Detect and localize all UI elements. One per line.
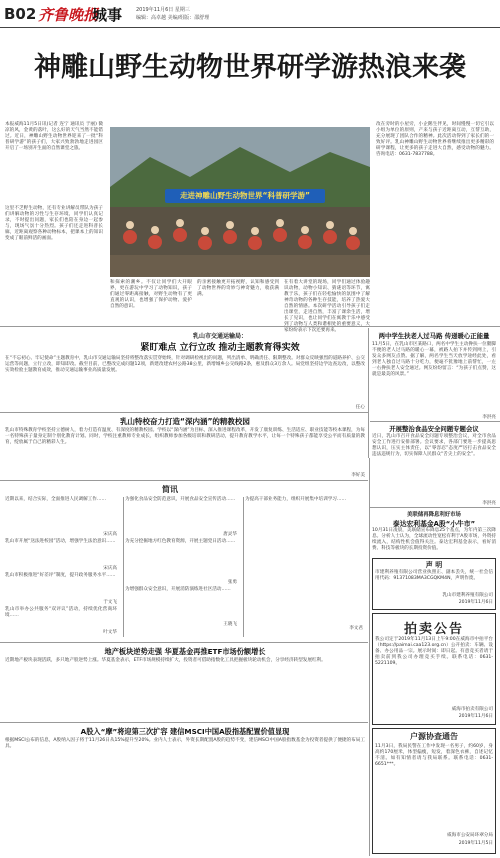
brief-item-7-author: 王晓飞 bbox=[223, 622, 237, 627]
lead-photo bbox=[110, 127, 370, 277]
brief-item-2-author: 宋庆高 bbox=[103, 566, 117, 571]
brief-item-6: 为充分挖掘地方红色教育资源，开展主题党日活动…… bbox=[125, 539, 236, 544]
article6-headline: 泰达宏利基金A股“小牛市” bbox=[392, 520, 476, 528]
brief-heading: 简讯 bbox=[162, 485, 178, 494]
brief-item-1: 近期以来，结合实际，全面推进人民调解工作…… bbox=[5, 497, 107, 502]
section-title: 城事 bbox=[92, 6, 123, 24]
brief-item-5-author: 唐灵华 bbox=[223, 532, 237, 537]
brief-item-8-author: 李文君 bbox=[349, 626, 363, 631]
newspaper-logo: 齐鲁晚报 bbox=[38, 6, 99, 24]
article8-text: 根据MSCI公布的信息，A股纳入因子将于11月26日从15%提升至20%。业内人士表示，外资长期配置A股的趋势不变，建信MSCI中国A股指数基金为投资者提供了便捷的布局工具。 bbox=[5, 738, 365, 749]
article5-text: 近日，乳山市召开食品安全问题专项整治会议，对全市食品安全工作进行安排部署。会议要求，各部门要进一步提高思想认识，压实主体责任，以“零容忍”态度严厉打击食品安全违法违规行为，切实保障人民群众“舌尖上的安全”。 bbox=[372, 434, 496, 457]
divider-3 bbox=[0, 480, 368, 481]
brief-item-7: 为增强群众安全意识，开展消防演练进社区活动…… bbox=[125, 587, 231, 592]
lead-col-3: 的亲密接触更开拓视野，认知和感受到了动物世界的奇妙与神奇魅力，收获满满。 bbox=[197, 280, 279, 297]
article7-text: 近期地产板块表现活跃，多只地产股逆势上涨。华夏基金表示，ETF市场规模持续扩大，投资者可借助指数化工具把握板块轮动机会，分享经济转型发展红利。 bbox=[5, 658, 326, 663]
masthead-rule bbox=[0, 27, 500, 28]
article7-headline: 地产板块逆势走强 华夏基金再推ETF市场份额增长 bbox=[104, 647, 266, 656]
lead-intro-1: 本报威海11月5日讯(记者 连宁 通讯员 于丽) 微凉的风，金黄的落叶，这么好的天气当然不能错过。近日，神雕山野生动物世界迎来了一批“科普研学游”的孩子们，大家兴致勃勃地走进园区开启了一场别开生面的自然课堂之旅。 bbox=[5, 122, 103, 151]
brief-list bbox=[5, 497, 365, 639]
brief-item-3: 乳山市积极推进“好差评”制度，提升政务服务水平…… bbox=[5, 573, 116, 578]
photo-banner: 走进神雕山野生动物世界“科普研学游” bbox=[165, 189, 325, 203]
divider-7 bbox=[0, 722, 368, 723]
auction-date: 2019年11月6日 bbox=[458, 714, 493, 719]
article5-author: 李洪亮 bbox=[482, 501, 496, 506]
lead-intro-2: 这里不乏野生动物，还有专业讲解员带队为孩子们讲解动物的习性与生存环境，同学们认真记录，不时提出问题，家长们也陪在身边一起参与，现场气氛十分热烈。孩子们还走进科普长廊，近距离观察各种动物标本，把课本上的知识变成了眼前鲜活的画面。 bbox=[5, 206, 103, 241]
article5-headline: 开展整治食品安全问题专题会议 bbox=[389, 425, 479, 433]
date-line: 2019年11月6日 星期三 bbox=[136, 7, 190, 13]
brief-item-3-author: 于文飞 bbox=[103, 600, 117, 605]
household-text: 11月3日，我局民警在工作中发现一名男子，约60岁，身高约170厘米，体型偏瘦，短发，着深色衣裤，自述记忆不清。如有知情者请与我局联系。联系电话：0631-6651***。 bbox=[375, 744, 493, 767]
vertical-rule-1 bbox=[368, 328, 369, 458]
statement-signature: 乳山市建利养殖有限公司 bbox=[442, 593, 493, 598]
brief-item-4: 乳山市举办公共服务“双评议”活动，持续优化营商环境…… bbox=[5, 607, 117, 618]
article2-kicker: 乳山市交通运输局： bbox=[192, 333, 247, 340]
brief-item-2: 乳山市开展“送法进校园”活动，增强学生法治意识…… bbox=[5, 539, 116, 544]
article4-text: 11月5日，在乳山市区某路口，两名中学生主动搀扶一位腿脚不便的老人过马路的暖心一幕，被路人拍下并传到网上，引发众多网友点赞。据了解，两名学生当天放学途经此处，看到老人独自过马路十分吃力，便毫不犹豫地上前帮忙，一左一右搀扶老人安全通过。网友纷纷留言：“为孩子们点赞，这就是最美的风景。” bbox=[372, 342, 496, 377]
article2-author: 任心 bbox=[355, 405, 365, 410]
auction-text: 我公司定于2019年11月13日上午9:00在威海市中拍平台（https://paimai.caa123.org.cn）公开拍卖：车辆、设备、办公用品一宗。展示时间：即日起。有意竞买者请于拍卖前到我公司办理竞买手续。联系电话：0631-5221109。 bbox=[375, 637, 493, 666]
article6-text: 10月31日凌晨，美联储宣布降息25个基点，为年内第三次降息。分析人士认为，全球流动性宽松有利于A股市场，外资持续流入，结构性机会值得关注。泰达宏利基金表示，看好消费、科技等板块的长期投资价值。 bbox=[372, 528, 496, 551]
article3-text: 乳山市特殊教育学校坚持立德树人，着力打造有温度、有深度的精教校园。学校以“深内涵”为目标，深入推进课程改革，开发了康复训练、生活适应、职业技能等校本课程，为每一名特殊孩子量身定制个别化教育计划。同时，学校注重教师专业成长，组织教师参加各级培训和教研活动，提升教育教学水平，让每一个特殊孩子都能享受公平而有质量的教育，绽放属于自己的精彩人生。 bbox=[5, 428, 365, 445]
article6-kicker: 美联储再降息利好市场 bbox=[407, 512, 461, 518]
article3-headline: 乳山特校奋力打造“深内涵”的精教校园 bbox=[120, 417, 250, 426]
divider-6 bbox=[0, 642, 368, 643]
statement-text: 市建利养殖有限公司营业执照正、副本丢失，统一社会信用代码：91371083MA3CGQKM4N，声明作废。 bbox=[375, 570, 493, 581]
editor-line: 编辑：高卓越 美编/组版：邵舒理 bbox=[136, 15, 210, 21]
household-heading: 户源协查通告 bbox=[410, 732, 458, 741]
statement-date: 2019年11月6日 bbox=[458, 600, 493, 605]
article2-text: 在“不忘初心、牢记使命”主题教育中，乳山市交通运输局坚持将整改落实贯穿始终，针对调研检视出的问题，列出清单、明确责任、限期整改。对群众反映强烈的道路养护、公交运营等问题，立行立改，即知即改。截至目前，已整改完成问题12项，新建改建农村公路38公里，新增城乡公交线路2条，惠及群众3万余人。局党组坚持边学边查边改，以整改实效检验主题教育成效，推动交通运输事业高质量发展。 bbox=[5, 356, 365, 373]
article2-headline: 紧盯难点 立行立改 推动主题教育得实效 bbox=[140, 343, 300, 353]
brief-item-4-author: 叶文华 bbox=[103, 630, 117, 635]
article8-headline: A股入“摩”将迎第三次扩容 建信MSCI中国A股指基配置价值显现 bbox=[80, 727, 290, 736]
lead-col-4: 在有着大讲堂的现场，同学们通过体验趣识动物，动物小知识、猜谜语等环节，寓教于乐，孩子们在轻松愉快的氛围中了解神奇动物的各种生存技能，培养了热爱大自然的情感。本次研学活动引导孩子们走出课堂，走进自然，丰富了课余生活，增长了见识，也让同学们在寓教于乐中感受到了动物与人类和谐相处的重要意义，大家纷纷表示下次还要再来。 bbox=[284, 280, 370, 333]
brief-item-6-author: 张勇 bbox=[227, 580, 237, 585]
brief-item-1-author: 宋庆高 bbox=[103, 532, 117, 537]
lead-headline: 神雕山野生动物世界研学游热浪来袭 bbox=[34, 52, 466, 83]
article4-headline: 两中学生扶老人过马路 传递暖心正能量 bbox=[378, 332, 490, 340]
household-date: 2019年11月5日 bbox=[458, 841, 493, 846]
page-number: B02 bbox=[4, 5, 37, 23]
article3-author: 李好美 bbox=[351, 473, 365, 478]
auction-heading: 拍卖公告 bbox=[403, 622, 464, 637]
vertical-rule-2 bbox=[369, 458, 370, 856]
brief-rule-2 bbox=[243, 497, 244, 637]
divider-2 bbox=[0, 412, 368, 413]
brief-item-5: 为强化食品安全防范意识，开展食品安全宣传活动…… bbox=[125, 497, 236, 502]
brief-item-8: 为提高干部业务能力，组织开展集中培训学习…… bbox=[245, 497, 347, 502]
auction-signature: 威海市拍卖有限公司 bbox=[451, 707, 493, 712]
section-divider-1 bbox=[0, 326, 500, 327]
lead-col-5: 改在旁时的小屋旁，小企鹅生伴见，时间慢慢一切它引以小组为单位的原则，产来与孩子近距离互动，互帮互助，充分展现了团队合作的精神。此次活动得到了家长们的一致好评。乳山神雕山野生动物世界将继续推出更多精彩的研学课程，让更多的孩子走进大自然，感受动物的魅力。咨询电话：0631-7837788。 bbox=[376, 122, 494, 157]
statement-heading: 声 明 bbox=[425, 561, 443, 569]
divider-5 bbox=[370, 507, 500, 508]
household-signature: 威海市公安局环翠分局 bbox=[447, 833, 493, 838]
brief-rule-1 bbox=[123, 497, 124, 637]
lead-col-2: 和探索的潮乡。不仅让同学们大开眼界，更在游玩中学习了动物知识，孩子们通过零距离接触，对野生动物有了更直观的认识，也增强了保护动物、爱护自然的意识。 bbox=[110, 280, 192, 309]
divider-4 bbox=[370, 421, 500, 422]
article4-author: 李洪亮 bbox=[482, 415, 496, 420]
